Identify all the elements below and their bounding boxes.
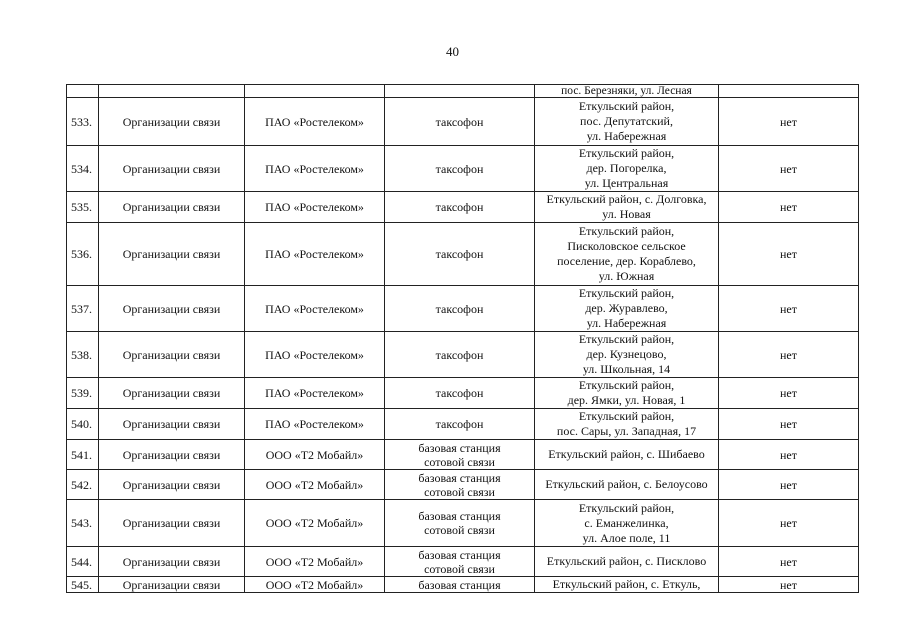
cell-category: Организации связи (99, 146, 245, 192)
table-row (67, 577, 859, 593)
cell-number (67, 85, 99, 98)
cell-status: нет (719, 577, 859, 593)
cell-status: нет (719, 286, 859, 332)
cell-object: базовая станция (385, 577, 535, 593)
cell-category: Организации связи (99, 286, 245, 332)
cell-owner: ООО «Т2 Мобайл» (245, 440, 385, 470)
cell-owner: ПАО «Ростелеком» (245, 378, 385, 409)
cell-number: 545. (67, 577, 99, 593)
cell-object: таксофон (385, 192, 535, 223)
cell-number: 535. (67, 192, 99, 223)
cell-address: Еткульский район, с. Еманжелинка, ул. Алое поле, 11 (535, 500, 719, 547)
cell-status: нет (719, 98, 859, 146)
cell-category: Организации связи (99, 500, 245, 547)
table-row (67, 440, 859, 470)
cell-category: Организации связи (99, 332, 245, 378)
cell-address: Еткульский район, пос. Сары, ул. Западная, 17 (535, 409, 719, 440)
cell-status (719, 85, 859, 98)
cell-owner: ПАО «Ростелеком» (245, 98, 385, 146)
cell-number: 536. (67, 223, 99, 286)
cell-address: Еткульский район, дер. Кузнецово, ул. Школьная, 14 (535, 332, 719, 378)
table-row (67, 547, 859, 577)
cell-status: нет (719, 146, 859, 192)
cell-category: Организации связи (99, 577, 245, 593)
cell-category (99, 85, 245, 98)
cell-object: базовая станция сотовой связи (385, 547, 535, 577)
cell-object: таксофон (385, 378, 535, 409)
cell-category: Организации связи (99, 409, 245, 440)
cell-number: 541. (67, 440, 99, 470)
cell-status: нет (719, 470, 859, 500)
cell-object (385, 85, 535, 98)
cell-address: Еткульский район, с. Писклово (535, 547, 719, 577)
cell-address: Еткульский район, с. Белоусово (535, 470, 719, 500)
table-row (67, 192, 859, 223)
cell-number: 537. (67, 286, 99, 332)
cell-address: Еткульский район, с. Шибаево (535, 440, 719, 470)
cell-status: нет (719, 500, 859, 547)
cell-category: Организации связи (99, 223, 245, 286)
cell-number: 542. (67, 470, 99, 500)
cell-address: Еткульский район, дер. Ямки, ул. Новая, 1 (535, 378, 719, 409)
table-row (67, 378, 859, 409)
table-row (67, 332, 859, 378)
cell-owner: ПАО «Ростелеком» (245, 409, 385, 440)
cell-object: базовая станция сотовой связи (385, 500, 535, 547)
cell-object: таксофон (385, 98, 535, 146)
cell-category: Организации связи (99, 192, 245, 223)
table-row (67, 223, 859, 286)
cell-object: таксофон (385, 286, 535, 332)
cell-number: 540. (67, 409, 99, 440)
cell-owner: ООО «Т2 Мобайл» (245, 500, 385, 547)
cell-owner: ООО «Т2 Мобайл» (245, 470, 385, 500)
table-row (67, 98, 859, 146)
cell-number: 543. (67, 500, 99, 547)
facilities-table (66, 84, 859, 593)
cell-owner (245, 85, 385, 98)
cell-category: Организации связи (99, 98, 245, 146)
table-row (67, 146, 859, 192)
cell-owner: ПАО «Ростелеком» (245, 286, 385, 332)
cell-number: 539. (67, 378, 99, 409)
cell-number: 533. (67, 98, 99, 146)
table-row (67, 409, 859, 440)
cell-address: Еткульский район, с. Еткуль, (535, 577, 719, 593)
cell-status: нет (719, 440, 859, 470)
cell-category: Организации связи (99, 547, 245, 577)
cell-address: пос. Березняки, ул. Лесная (535, 85, 719, 98)
table-row (67, 286, 859, 332)
cell-address: Еткульский район, с. Долговка, ул. Новая (535, 192, 719, 223)
cell-owner: ПАО «Ростелеком» (245, 192, 385, 223)
cell-status: нет (719, 223, 859, 286)
cell-owner: ООО «Т2 Мобайл» (245, 577, 385, 593)
cell-address: Еткульский район, пос. Депутатский, ул. Набережная (535, 98, 719, 146)
cell-status: нет (719, 192, 859, 223)
cell-object: таксофон (385, 332, 535, 378)
cell-status: нет (719, 547, 859, 577)
cell-object: таксофон (385, 409, 535, 440)
table-row (67, 470, 859, 500)
cell-category: Организации связи (99, 378, 245, 409)
cell-address: Еткульский район, дер. Журавлево, ул. Набережная (535, 286, 719, 332)
cell-category: Организации связи (99, 440, 245, 470)
cell-object: таксофон (385, 146, 535, 192)
cell-owner: ООО «Т2 Мобайл» (245, 547, 385, 577)
page-number: 40 (446, 44, 459, 59)
cell-number: 538. (67, 332, 99, 378)
table-row (67, 500, 859, 547)
cell-object: базовая станция сотовой связи (385, 470, 535, 500)
cell-owner: ПАО «Ростелеком» (245, 332, 385, 378)
cell-status: нет (719, 332, 859, 378)
cell-object: базовая станция сотовой связи (385, 440, 535, 470)
cell-object: таксофон (385, 223, 535, 286)
cell-owner: ПАО «Ростелеком» (245, 223, 385, 286)
cell-number: 534. (67, 146, 99, 192)
cell-category: Организации связи (99, 470, 245, 500)
cell-number: 544. (67, 547, 99, 577)
cell-owner: ПАО «Ростелеком» (245, 146, 385, 192)
cell-address: Еткульский район, Писколовское сельское поселение, дер. Кораблево, ул. Южная (535, 223, 719, 286)
cell-address: Еткульский район, дер. Погорелка, ул. Центральная (535, 146, 719, 192)
continuation-row (67, 85, 859, 98)
cell-status: нет (719, 378, 859, 409)
cell-status: нет (719, 409, 859, 440)
